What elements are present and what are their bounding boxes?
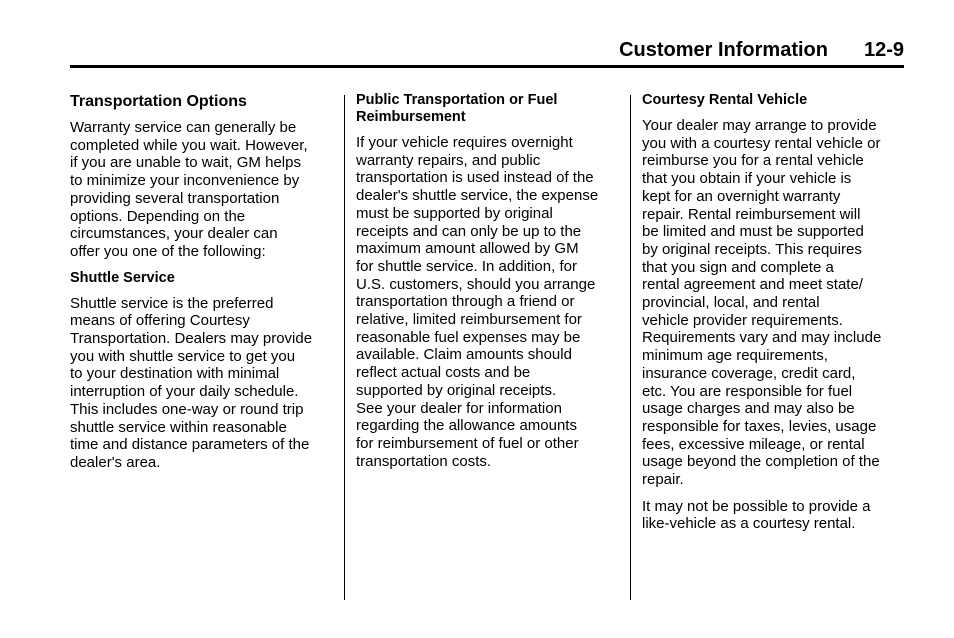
text-line: reflect actual costs and be xyxy=(356,364,531,382)
subheading-shuttle-service: Shuttle Service xyxy=(70,269,175,286)
text-line: supported by original receipts. xyxy=(356,381,557,399)
text-line: etc. You are responsible for fuel xyxy=(642,382,853,400)
text-line: time and distance parameters of the xyxy=(70,436,310,454)
text-line: maximum amount allowed by GM xyxy=(356,240,579,258)
text-line: to your destination with minimal xyxy=(70,365,280,383)
text-line: interruption of your daily schedule. xyxy=(70,383,299,401)
text-line: available. Claim amounts should xyxy=(356,346,572,364)
paragraph-intro xyxy=(70,119,332,261)
text-line: options. Depending on the xyxy=(70,207,246,225)
text-line: you with shuttle service to get you xyxy=(70,347,296,365)
text-line: dealer's shuttle service, the expense xyxy=(356,187,599,205)
column-transportation-options xyxy=(70,92,332,481)
text-line: by original receipts. This requires xyxy=(642,240,862,258)
text-line: completed while you wait. However, xyxy=(70,136,308,154)
page-number: 12-9 xyxy=(863,39,904,61)
text-line: Your dealer may arrange to provide xyxy=(642,117,877,134)
subheading-line: Reimbursement xyxy=(356,109,466,125)
text-line: Warranty service can generally be xyxy=(70,119,297,136)
paragraph-public-transportation xyxy=(356,134,620,470)
subheading-courtesy-rental: Courtesy Rental Vehicle xyxy=(642,92,808,108)
text-line: transportation through a friend or xyxy=(356,293,575,311)
text-line: Requirements vary and may include xyxy=(642,329,882,347)
subheading-line: Public Transportation or Fuel xyxy=(356,92,558,108)
text-line: transportation costs. xyxy=(356,452,492,470)
text-line: If your vehicle requires overnight xyxy=(356,134,573,151)
text-line: fees, excessive mileage, or rental xyxy=(642,435,865,453)
heading-transportation-options: Transportation Options xyxy=(70,93,247,110)
text-line: regarding the allowance amounts xyxy=(356,417,577,435)
text-line: receipts and can only be up to the xyxy=(356,222,582,240)
text-line: provincial, local, and rental xyxy=(642,294,820,312)
paragraph-like-vehicle xyxy=(642,498,904,533)
text-line: means of offering Courtesy xyxy=(70,312,250,330)
column-public-transportation xyxy=(356,92,620,479)
text-line: kept for an overnight warranty xyxy=(642,187,841,205)
text-line: offer you one of the following: xyxy=(70,242,266,260)
text-line: that you sign and complete a xyxy=(642,258,834,276)
header-rule xyxy=(70,65,904,68)
text-line: shuttle service within reasonable xyxy=(70,418,287,436)
column-courtesy-rental xyxy=(642,92,904,542)
text-line: transportation is used instead of the xyxy=(356,169,594,187)
text-line: warranty repairs, and public xyxy=(356,151,541,169)
column-divider-2 xyxy=(630,95,631,600)
paragraph-shuttle-service xyxy=(70,295,332,472)
section-title: Customer Information xyxy=(619,39,828,61)
text-line: usage beyond the completion of the xyxy=(642,453,880,471)
text-line: providing several transportation xyxy=(70,189,280,207)
text-line: circumstances, your dealer can xyxy=(70,225,278,243)
text-line: vehicle provider requirements. xyxy=(642,311,843,329)
text-line: be limited and must be supported xyxy=(642,223,864,241)
text-line: See your dealer for information xyxy=(356,399,562,417)
text-line: for reimbursement of fuel or other xyxy=(356,434,579,452)
text-line: reasonable fuel expenses may be xyxy=(356,328,581,346)
text-line: minimum age requirements, xyxy=(642,347,828,365)
text-line: responsible for taxes, levies, usage xyxy=(642,417,877,435)
text-line: It may not be possible to provide a xyxy=(642,497,871,515)
text-line: reimburse you for a rental vehicle xyxy=(642,152,864,170)
text-line: like-vehicle as a courtesy rental. xyxy=(642,515,856,533)
text-line: repair. Rental reimbursement will xyxy=(642,205,861,223)
text-line: to minimize your inconvenience by xyxy=(70,172,300,190)
text-line: This includes one-way or round trip xyxy=(70,400,304,418)
text-line: if you are unable to wait, GM helps xyxy=(70,154,301,172)
text-line: rental agreement and meet state/ xyxy=(642,276,863,294)
column-divider-1 xyxy=(344,95,345,600)
paragraph-courtesy-rental xyxy=(642,117,904,489)
text-line: relative, limited reimbursement for xyxy=(356,311,582,329)
text-line: Transportation. Dealers may provide xyxy=(70,330,313,348)
text-line: dealer's area. xyxy=(70,453,161,471)
text-line: insurance coverage, credit card, xyxy=(642,364,856,382)
text-line: you with a courtesy rental vehicle or xyxy=(642,134,881,152)
text-line: usage charges and may also be xyxy=(642,400,855,418)
text-line: repair. xyxy=(642,471,684,489)
text-line: for shuttle service. In addition, for xyxy=(356,257,577,275)
page-header xyxy=(70,37,904,63)
subheading-public-transportation xyxy=(356,92,620,126)
text-line: U.S. customers, should you arrange xyxy=(356,275,596,293)
text-line: that you obtain if your vehicle is xyxy=(642,170,852,188)
text-line: must be supported by original xyxy=(356,204,553,222)
text-line: Shuttle service is the preferred xyxy=(70,294,274,312)
